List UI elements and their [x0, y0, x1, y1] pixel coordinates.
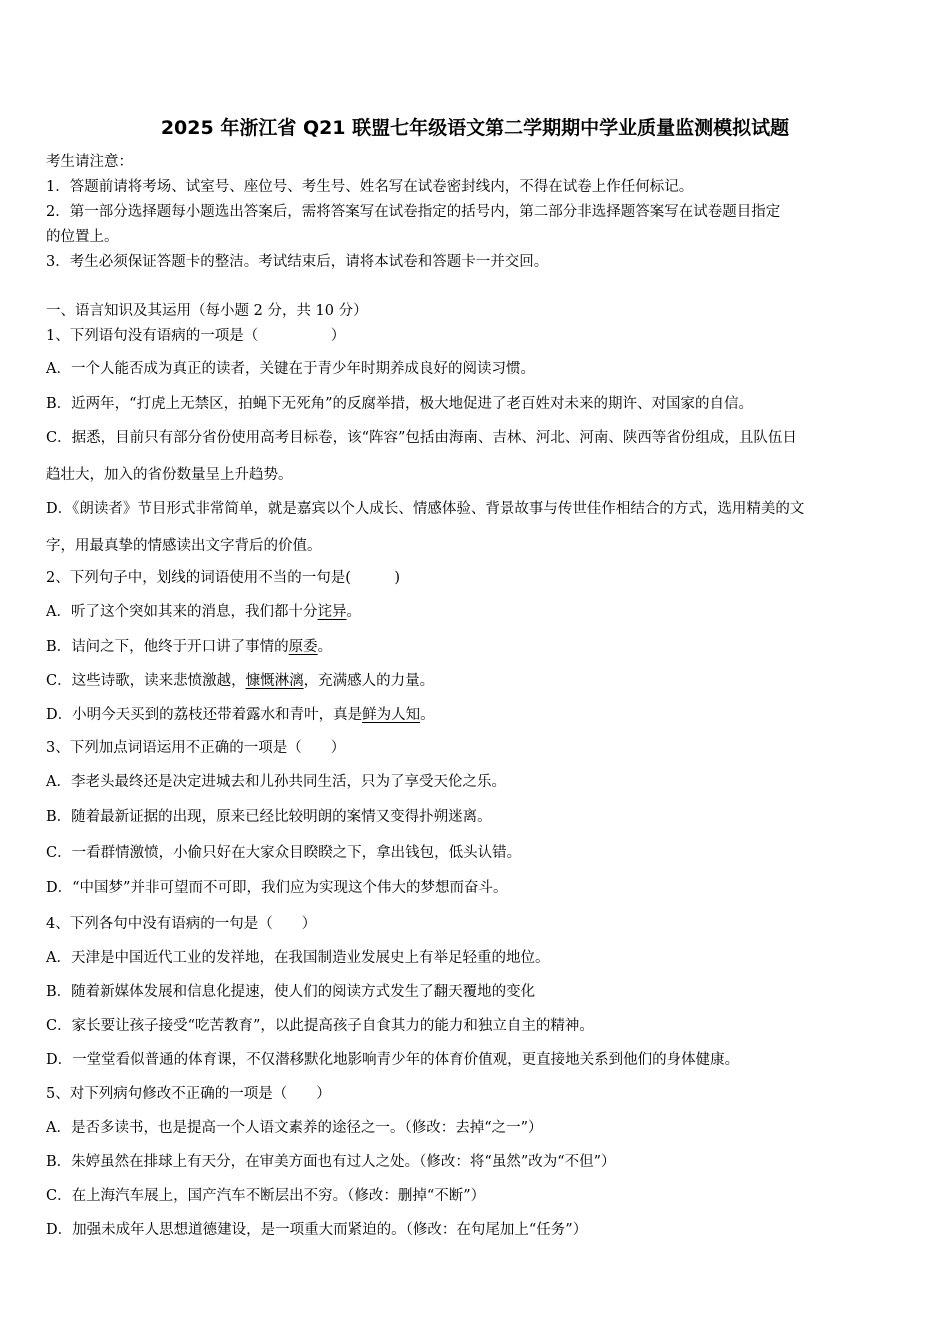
- q3-option-a: A．李老头最终还是决定进城去和儿孙共同生活，只为了享受天伦之乐。: [46, 774, 506, 790]
- q2-b-underlined: 原委: [288, 639, 318, 655]
- q1-option-c: C．据悉，目前只有部分省份使用高考目标卷，该“阵容”包括由海南、吉林、河北、河南、陕西等省份组成，且队伍日: [46, 430, 797, 446]
- q4-stem: 4、下列各句中没有语病的一句是（ ）: [46, 916, 317, 932]
- q2-option-d: [46, 705, 914, 725]
- q2-b-end: 。: [317, 639, 333, 655]
- q3-option-d: D．“中国梦”并非可望而不可即，我们应为实现这个伟大的梦想而奋斗。: [46, 880, 508, 896]
- notice-item-1: 1．答题前请将考场、试室号、座位号、考生号、姓名写在试卷密封线内，不得在试卷上作任何标记。: [46, 179, 694, 195]
- notice-heading: 考生请注意：: [46, 154, 133, 170]
- q2-stem: 2、下列句子中，划线的词语使用不当的一句是( ): [46, 570, 401, 586]
- q2-option-c: [46, 671, 914, 691]
- q1-option-c-cont: 趋壮大，加入的省份数量呈上升趋势。: [46, 467, 293, 483]
- q3-option-c: C．一看群情激愤，小偷只好在大家众目睽睽之下，拿出钱包，低头认错。: [46, 845, 522, 861]
- q2-c-text: C．这些诗歌，读来悲愤激越，: [46, 673, 246, 689]
- notice-item-3: 3．考生必须保证答题卡的整洁。考试结束后，请将本试卷和答题卡一并交回。: [46, 254, 549, 270]
- q5-option-d: D．加强未成年人思想道德建设，是一项重大而紧迫的。（修改：在句尾加上“任务”）: [46, 1222, 588, 1238]
- q4-option-b: B．随着新媒体发展和信息化提速，使人们的阅读方式发生了翻天覆地的变化: [46, 984, 536, 1000]
- q5-option-a: A．是否多读书，也是提高一个人语文素养的途径之一。（修改：去掉“之一”）: [46, 1120, 543, 1136]
- q2-a-end: 。: [346, 604, 361, 620]
- q4-option-c: C．家长要让孩子接受“吃苦教育”，以此提高孩子自食其力的能力和独立自主的精神。: [46, 1018, 594, 1034]
- q3-option-b: B．随着最新证据的出现，原来已经比较明朗的案情又变得扑朔迷离。: [46, 809, 492, 825]
- notice-item-2-cont: 的位置上。: [46, 229, 119, 245]
- section-heading: 一、语言知识及其运用（每小题 2 分，共 10 分）: [46, 303, 368, 319]
- q2-c-underlined: 慷慨淋漓: [245, 673, 304, 689]
- q5-option-c: C．在上海汽车展上，国产汽车不断层出不穷。（修改：删掉“不断”）: [46, 1188, 486, 1204]
- notice-item-2: 2．第一部分选择题每小题选出答案后，需将答案写在试卷指定的括号内，第二部分非选择题答案写在试卷题目指定: [46, 204, 781, 220]
- q2-a-text: A．听了这个突如其来的消息，我们都十分: [46, 604, 318, 620]
- q1-stem: 1、下列语句没有语病的一项是（ ）: [46, 328, 346, 344]
- q1-option-a: A．一个人能否成为真正的读者，关键在于青少年时期养成良好的阅读习惯。: [46, 361, 535, 377]
- q5-stem: 5、对下列病句修改不正确的一项是（ ）: [46, 1086, 331, 1102]
- q2-option-a: [46, 602, 914, 622]
- q2-d-text: D．小明今天买到的荔枝还带着露水和青叶，真是: [46, 707, 363, 723]
- q2-c-end: ，充满感人的力量。: [303, 673, 435, 689]
- q4-option-a: A．天津是中国近代工业的发祥地，在我国制造业发展史上有举足轻重的地位。: [46, 950, 550, 966]
- q2-option-b: [46, 637, 914, 657]
- q1-option-d-cont: 字，用最真挚的情感读出文字背后的价值。: [46, 538, 322, 554]
- q1-option-d: D．《朗读者》节目形式非常简单，就是嘉宾以个人成长、情感体验、背景故事与传世佳作相结合的方式，选用精美的文: [46, 501, 805, 517]
- q2-a-underlined: 诧异: [317, 604, 347, 620]
- q1-option-b: B．近两年，“打虎上无禁区，拍蝇下无死角”的反腐举措，极大地促进了老百姓对未来的期许、对国家的自信。: [46, 396, 753, 412]
- page-title: 2025 年浙江省 Q21 联盟七年级语文第二学期期中学业质量监测模拟试题: [160, 117, 790, 139]
- q2-b-text: B．诘问之下，他终于开口讲了事情的: [46, 639, 289, 655]
- q3-stem: 3、下列加点词语运用不正确的一项是（ ）: [46, 740, 346, 756]
- q2-d-underlined: 鲜为人知: [362, 707, 421, 723]
- q2-d-end: 。: [420, 707, 435, 723]
- q5-option-b: B．朱婷虽然在排球上有天分，在审美方面也有过人之处。（修改：将“虽然”改为“不但”）: [46, 1154, 616, 1170]
- q4-option-d: D．一堂堂看似普通的体育课，不仅潜移默化地影响青少年的体育价值观，更直接地关系到他们的身体健康。: [46, 1052, 740, 1068]
